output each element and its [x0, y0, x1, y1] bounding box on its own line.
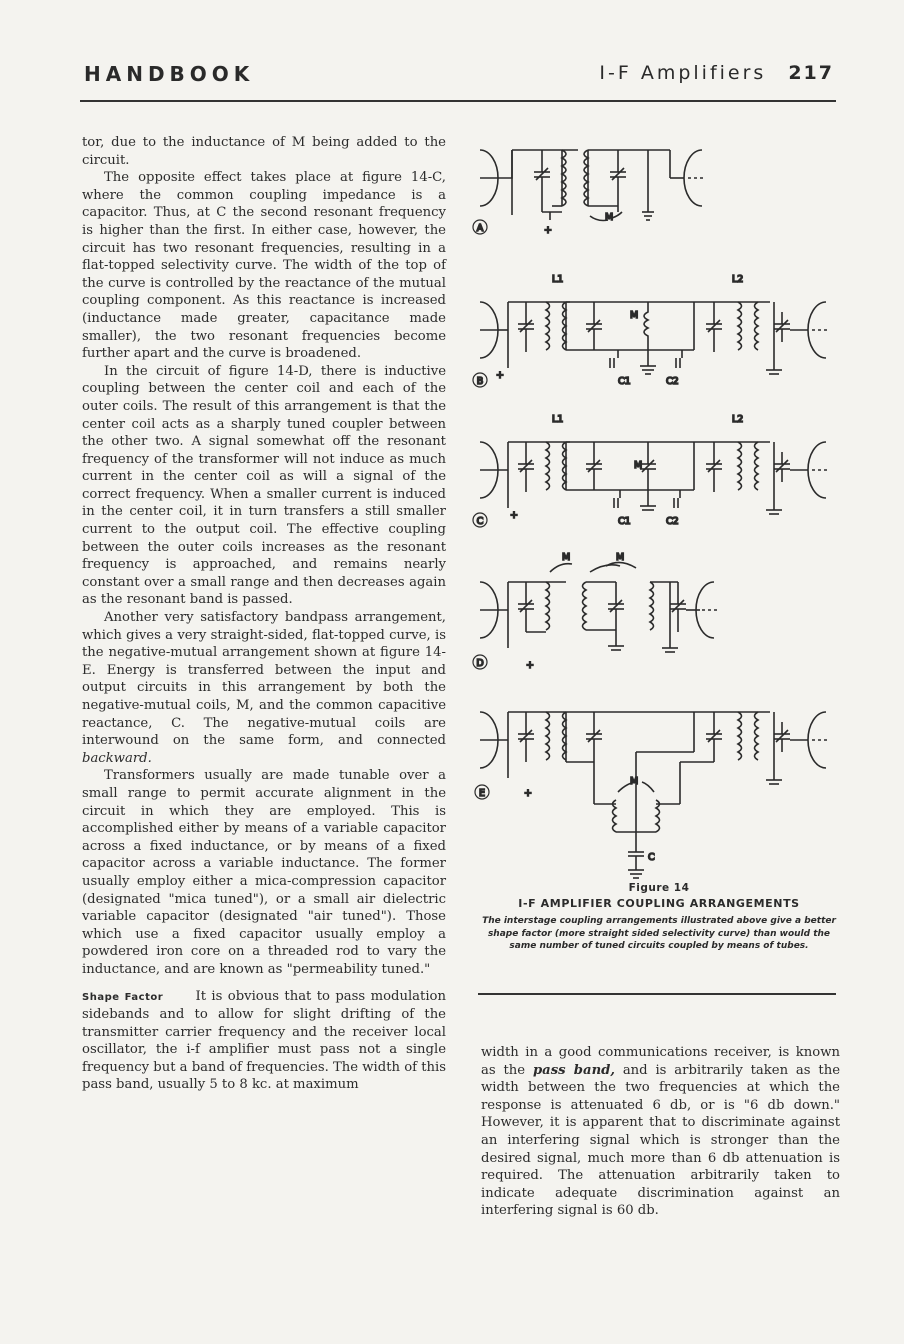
running-header-title: HANDBOOK	[84, 62, 255, 86]
paragraph-5: Transformers usually are made tunable over a small range to permit accurate alignment in the circuit in which they are employed. This is accomplished either by means of a variable capacitor across a fixed inductance, or by means of a fixed capacitor across a variable inductance. The former usually employ either a mica-compression capacitor (designated "mica tuned"), or a small air dielectric variable capacitor (designated "air tuned"). Those which use a fixed capacitor usually employ a powdered iron core on a threaded rod to vary the inductance, and are known as "permeability tuned."	[82, 768, 446, 977]
panel-d-letter: D	[476, 658, 484, 669]
figure-caption	[474, 882, 844, 953]
plus-c: +	[510, 510, 518, 521]
caption-rule	[478, 993, 836, 995]
paragraph-6-text: It is obvious that to pass modulation sidebands and to allow for slight drifting of the transmitter carrier frequency and the receiver local oscillator, the i-f amplifier must pass not a single frequency but a band of frequencies. The width of this pass band, usually 5 to 8 kc. at maximum	[82, 988, 446, 1093]
label-m-a: M	[605, 212, 614, 223]
pass-band-term: pass band,	[532, 1062, 615, 1078]
label-l1-c: L1	[552, 414, 564, 425]
running-header-section	[599, 62, 834, 84]
paragraph-4	[82, 609, 446, 767]
header-rule	[80, 100, 836, 102]
tube-a-out	[684, 150, 702, 206]
right-paragraph-1a: width in a good communications receiver, is known as the	[481, 1045, 840, 1078]
side-heading: Shape Factor	[82, 991, 164, 1003]
label-m-e: M	[630, 776, 639, 787]
label-l2-c: L2	[732, 414, 744, 425]
right-paragraph-1	[481, 1044, 840, 1220]
label-c2-b: C2	[666, 376, 679, 387]
plus-a: +	[544, 225, 552, 236]
plus-b: +	[496, 370, 504, 381]
paragraph-6	[82, 988, 446, 1095]
paragraph-2: The opposite effect takes place at figure 14-C, where the common coupling impedance is a capacitor. Thus, at C the second resonant frequency is higher than the first. In either case, however, the circuit has two resonant frequencies, resulting in a flat-topped selectivity curve. The width of the top of the curve is controlled by the reactance of the mutual coupling component. As this reactance is increased (inductance made greater, capacitance made smaller), the two resonant frequencies become further apart and the curve is broadened.	[82, 170, 446, 362]
label-c-e: C	[648, 852, 655, 863]
figure-label: Figure 14	[628, 882, 690, 894]
plus-e: +	[524, 788, 532, 799]
figure-caption-text: The interstage coupling arrangements illustrated above give a better shape factor (more straight sided selectivity curve) than would the same number of tuned circuits coupled by means of tubes.	[482, 916, 836, 951]
paragraph-4-emphasis: backward.	[82, 750, 152, 766]
figure-14-diagrams	[470, 120, 850, 900]
label-l1-b: L1	[552, 274, 564, 285]
right-paragraph-1b: and is arbitrarily taken as the width between the two frequencies at which the response is attenuated 6 db, or is "6 db down." However, it is apparent that to discriminate against an interfering signal which is stronger than the desired signal, much more than 6 db attenuation is required. The attenuation arbitrarily taken to indicate adequate discrimination against an interfering signal is 60 db.	[481, 1062, 840, 1219]
panel-e-letter: E	[478, 788, 486, 799]
figure-title: I-F AMPLIFIER COUPLING ARRANGEMENTS	[518, 897, 800, 910]
panel-a-letter: A	[476, 223, 484, 234]
label-m-d2: M	[616, 552, 625, 563]
label-m-d1: M	[562, 552, 571, 563]
circuit-a	[473, 150, 706, 234]
circuit-c	[473, 442, 830, 527]
label-c2-c: C2	[666, 516, 679, 527]
plus-d: +	[526, 660, 534, 671]
circuit-d	[473, 562, 720, 669]
paragraph-4-text: Another very satisfactory bandpass arrangement, which gives a very straight-sided, flat-topped curve, is the negative-mutual arrangement shown at figure 14-E. Energy is transferred between the input and output circuits in this arrangement by both the negative-mutual coils, M, and the common capacitive reactance, C. The negative-mutual coils are interwound on the same form, and connected	[82, 610, 446, 749]
label-l2-b: L2	[732, 274, 744, 285]
paragraph-1: tor, due to the inductance of M being added to the circuit.	[82, 135, 446, 168]
section-title: I-F Amplifiers	[599, 62, 767, 84]
left-column	[82, 134, 446, 1094]
panel-c-letter: C	[476, 516, 484, 527]
panel-b-letter: B	[476, 376, 484, 387]
right-column	[481, 1044, 840, 1220]
label-c1-c: C1	[618, 516, 631, 527]
paragraph-3: In the circuit of figure 14-D, there is inductive coupling between the center coil and each of the outer coils. The result of this arrangement is that the center coil acts as a sharply tuned coupler between the other two. A signal somewhat off the resonant frequency of the transformer will not induce as much current in the center coil as will a signal of the correct frequency. When a smaller current is induced in the center coil, it in turn transfers a still smaller current to the output coil. The effective coupling between the outer coils increases as the resonant frequency is approached, and remains nearly constant over a small range and then decreases again as the resonant band is passed.	[82, 363, 446, 608]
label-m-b: M	[630, 310, 639, 321]
label-m-c: M	[634, 460, 643, 471]
page-number: 217	[788, 62, 834, 84]
label-c1-b: C1	[618, 376, 631, 387]
circuit-b	[473, 302, 830, 387]
